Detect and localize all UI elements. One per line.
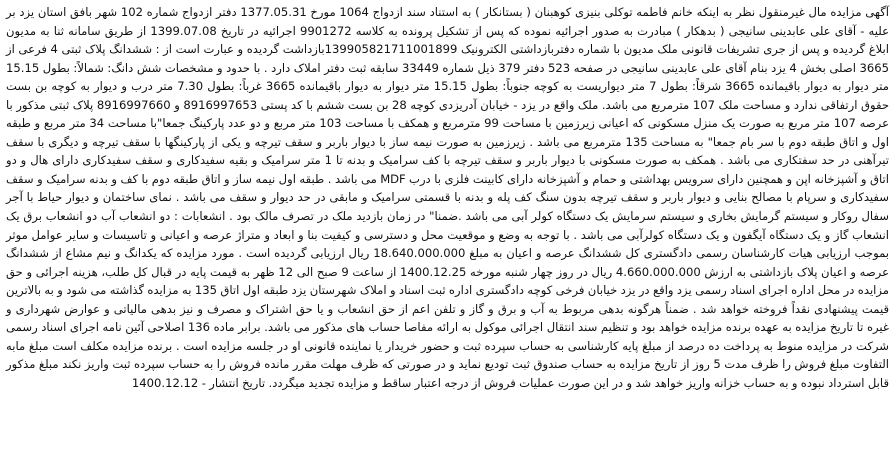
auction-notice-text: آگهی مزایده مال غیرمنقول نظر به اینکه خانم فاطمه توکلی بنیزی کوهبنان ( بستانکار ) به استناد سند ازدواج 1064 مورخ 1377.05.31 دفتر ازدواج شماره 102 شهر بافق استان یزد بر علیه - آقای علی عابدینی سانیجی ( بدهکار ) مبادرت به صدور اجرائیه نموده که پس از تشکیل پرونده به کلاسه 9901272 اجرائیه در تاریخ 1399.07.08 از طریق سامانه ثنا به مدیون ابلاغ گردیده و پس از جری تشریفات قانونی ملک مدیون با شماره دفتربازداشتی الکترونیک 139905821711001899بازداشت گردیده و عبارت است از : ششدانگ پلاک ثبتی 4 فرعی از 3665 اصلی بخش 4 یزد بنام آقای علی عابدینی سانیجی در صفحه 523 دفتر 379 ذیل شماره 33449 سابقه ثبت دفتر املاک دارد . با حدود و مشخصات شش دانگ: شمالاً: بطول 15.15 متر دیوار به دیوار باقیمانده 3665 شرقاً: بطول 7 متر دیواریست به کوچه جنوباً: بطول 15.15 متر دیوار به دیوار باقیمانده 3665 غرباً: بطول 7.30 متر درب و دیوار به کوچه بن بست حقوق ارتفاقی ندارد و مساحت ملک 107 مترمربع می باشد. ملک واقع در یزد - خیابان آدریزدی کوچه 28 بن بست ششم با کد پستی 8916997653 و 8916997660 پلاک ثبتی مذکور با عرصه 107 متر مربع به صورت یک منزل مسکونی که اعیانی زیرزمین با مساحت 99 مترمربع و همکف با مساحت 103 متر مربع و دو عدد پارکینگ جمعا"با مساحت 34 متر مربع و طبقه اول و اتاق طبقه دوم با سر بام جمعا" به مساحت 135 مترمربع می باشد . زیرزمین به صورت نیمه ساز با دیوار باربر و سقف تیرچه و یکی از پارکینگها با سقف تیرچه و دیگری با سقف تیرآهنی در حد سفتکاری می باشد . همکف به صورت مسکونی با دیوار باربر و سقف تیرچه با کف سرامیک و بدنه تا 1 متر سرامیک و بقیه سفیدکاری و سقف سفیدکاری دارای هال و دو اتاق و آشپزخانه اپن و همچنین دارای سرویس بهداشتی و حمام و آشپزخانه دارای کابینت فلزی با درب MDF می باشد . طبقه اول نیمه ساز و اتاق طبقه دوم با کف و بدنه سرامیک و سقف سفیدکاری و سرپام با مصالح بنایی و دیوار باربر و سقف تیرچه بدون سنگ کف پله و بدنه با قسمتی سرامیک و مابقی در حد دیوار و سقف می باشد . نمای ساختمان و دیوار حیاط با آجر سفال روکار و سیستم گرمایش بخاری و سیستم سرمایش یک دستگاه کولر آبی می باشد .ضمنا" در زمان بازدید ملک در تصرف مالک بود . انشعابات : دو انشعاب آب دو انشعاب برق یک انشعاب گاز و یک دستگاه آیگفون و یک دستگاه کولرآبی می باشد . با توجه به وضع و موقعیت محل و دسترسی و کیفیت بنا و ابعاد و متراژ عرصه و اعیانی و تاسیسات و سایر عوامل موثر بموجب ارزیابی هیات کارشناسان رسمی دادگستری کل ششدانگ عرصه و اعیان به مبلغ 18.640.000.000 ریال ارزیابی گردیده است . مورد مزایده که یکدانگ و نیم مشاع از ششدانگ عرصه و اعیان پلاک بازداشتی به ارزش 4.660.000.000 ریال در روز چهار شنبه مورخه 1400.12.25 از ساعت 9 صبح الی 12 ظهر به قیمت پایه در قبال کل طلب، هزینه اجرائی و حق مزایده در محل اداره اجرای اسناد رسمی یزد واقع در یزد خیابان فرخی کوچه دادگستری اداره ثبت اسناد و املاک شهرستان یزد طبقه اول اتاق 135 به مزایده گذاشته می شود و به بالاترین قیمت پیشنهادی نقداً فروخته خواهد شد . ضمناً هرگونه بدهی مربوط به آب و برق و گاز و تلفن اعم از حق انشعاب و یا حق اشتراک و مصرف و نیز بدهی مالیاتی و عوارض شهرداری و غیره تا تاریخ مزایده به عهده برنده مزایده خواهد بود و تنظیم سند انتقال اجرائی موکول به ارائه مفاصا حساب های مذکور می باشد. برابر ماده 136 اصلاحی آئین نامه اجرای اسناد رسمی شرکت در مزایده منوط به پرداخت ده درصد از مبلغ پایه کارشناسی به حساب سپرده ثبت و حضور خریدار یا نماینده قانونی او در جلسه مزایده است . برنده مزایده مکلف است مبلغ مابه التفاوت مبلغ فروش را ظرف مدت 5 روز از تاریخ مزایده به حساب صندوق ثبت تودیع نماید و در صورتی که ظرف مهلت مقرر مانده فروش را به حساب سپرده ثبت واریز نکند مبلغ مذکور قابل استرداد نبوده و به حساب خزانه واریز خواهد شد و در این صورت عملیات فروش از درجه اعتبار ساقط و مزایده تجدید میگردد. تاریخ انتشار - 1400.12.12 <box>6 5 890 390</box>
